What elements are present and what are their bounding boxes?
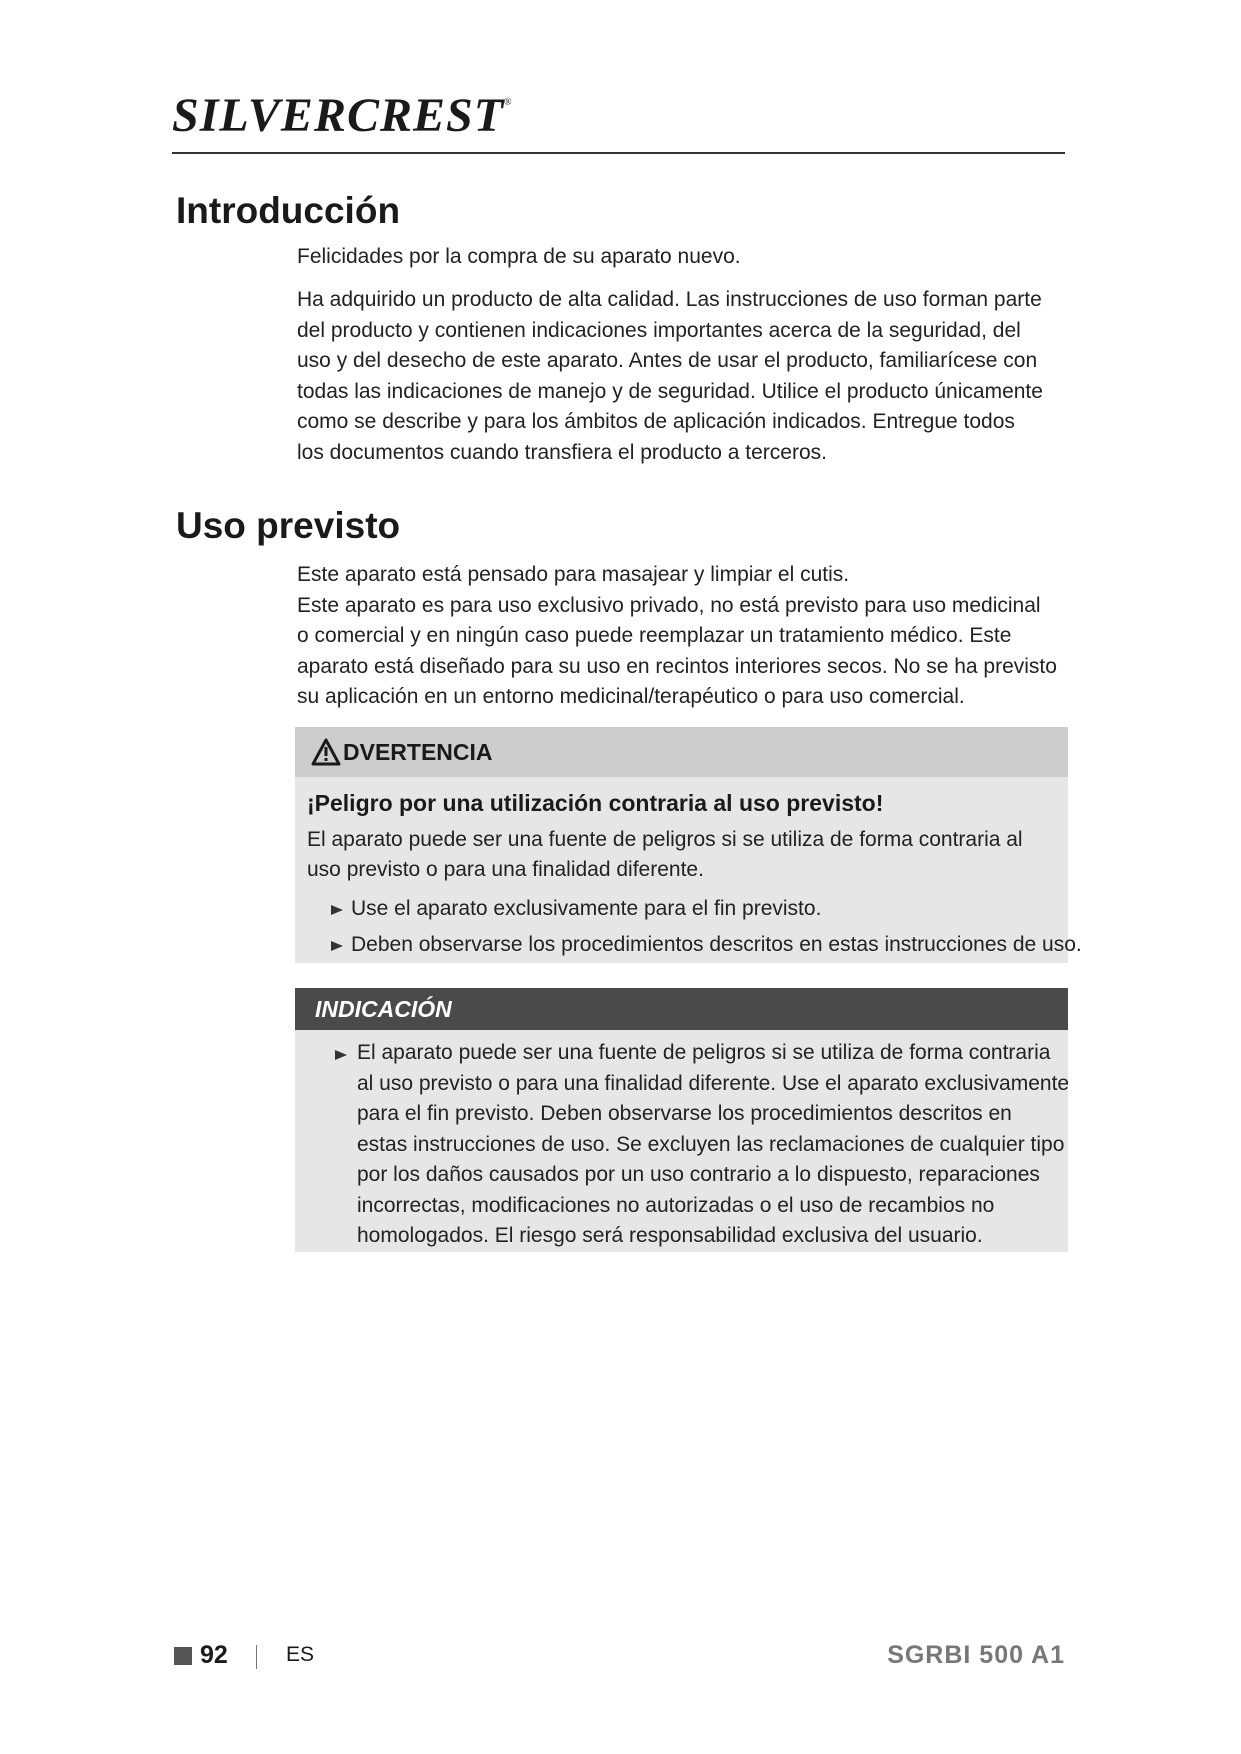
uso-previsto-paragraph: Este aparato está pensado para masajear y limpiar el cutis. Este aparato es para uso exclusivo privado, no está previsto para uso medicinal o comercial y en ningún caso puede reemplazar un tratamiento médico. Este aparato está diseñado para su uso en recintos interiores secos. No se ha previsto su aplicación en un entorno medicinal/terapéutico o para uso comercial. (297, 563, 1057, 708)
intro-greeting: Felicidades por la compra de su aparato nuevo. (297, 245, 741, 268)
bullet-arrow-icon (331, 941, 343, 951)
model-number: SGRBI 500 A1 (887, 1641, 1065, 1669)
list-item: Use el aparato exclusivamente para el fin previsto. (331, 891, 1068, 927)
page-number: 92 (200, 1641, 228, 1669)
note-body (295, 1030, 1068, 1252)
warning-header (295, 727, 1068, 777)
warning-label: DVERTENCIA (343, 738, 493, 765)
footer-divider (256, 1645, 257, 1669)
list-item: Deben observarse los procedimientos descritos en estas instrucciones de uso. (331, 927, 1068, 963)
note-header: INDICACIÓN (295, 988, 1068, 1030)
intro-paragraph: Ha adquirido un producto de alta calidad. Las instrucciones de uso forman parte del producto y contienen indicaciones importantes acerca de la seguridad, del uso y del desecho de este aparato. Antes de usar el producto, familiarícese con todas las indicaciones de manejo y de seguridad. Utilice el producto únicamente como se describe y para los ámbitos de aplicación indicados. Entregue todos los documentos cuando transfiera el producto a terceros. (297, 288, 1043, 464)
warning-title: ¡Peligro por una utilización contraria al uso previsto! (307, 790, 884, 816)
note-text: El aparato puede ser una fuente de peligros si se utiliza de forma contraria al uso previsto o para una finalidad diferente. Use el aparato exclusivamente para el fin previsto. Deben observarse los procedimientos descritos en estas instrucciones de uso. Se excluyen las reclamaciones de cualquier tipo por los daños causados por un uso contrario a lo dispuesto, reparaciones incorrectas, modificaciones no autorizadas o el uso de recambios no homologados. El riesgo será responsabilidad exclusiva del usuario. (357, 1041, 1070, 1247)
header-rule (172, 152, 1065, 154)
footer-square-icon (174, 1647, 192, 1665)
language-code: ES (286, 1643, 315, 1666)
warning-box (295, 727, 1082, 963)
bullet-arrow-icon (331, 905, 343, 915)
warning-bullet-list (295, 891, 1082, 963)
warning-triangle-icon (311, 738, 341, 766)
intro-heading: Introducción (176, 190, 401, 231)
silvercrest-logo: SILVERCREST® (172, 89, 513, 142)
warning-text: El aparato puede ser una fuente de peligros si se utiliza de forma contraria al uso previsto o para una finalidad diferente. (307, 828, 1023, 881)
uso-previsto-heading: Uso previsto (176, 505, 401, 546)
bullet-arrow-icon (335, 1050, 347, 1060)
page-footer (172, 1641, 1065, 1675)
note-box (295, 988, 1068, 1252)
